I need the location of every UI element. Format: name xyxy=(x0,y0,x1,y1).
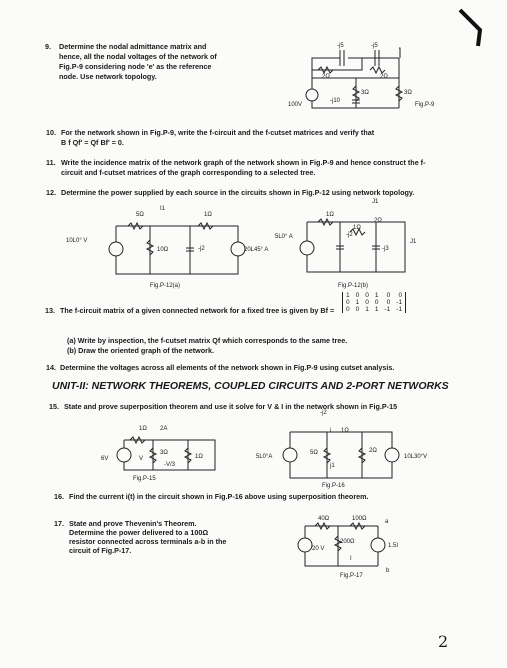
matrix-cell: 1 xyxy=(346,292,350,299)
text-line: circuit of Fig.P-17. xyxy=(69,546,132,555)
matrix-cell: 0 xyxy=(355,306,360,313)
text-line: B f Qf' = Qf Bf' = 0. xyxy=(61,138,124,147)
component-label: J1 xyxy=(410,239,417,245)
component-label: 5Ω xyxy=(310,450,318,456)
text-line: Determine the power supplied by each source in the circuits shown in Fig.P-12 using network topology. xyxy=(61,188,415,197)
question-number: 17. xyxy=(54,519,64,528)
component-label: 5Ω xyxy=(136,212,144,218)
component-label: 5L0°A xyxy=(256,454,273,460)
unit-heading: UNIT-II: NETWORK THEOREMS, COUPLED CIRCUITS AND 2-PORT NETWORKS xyxy=(52,380,449,392)
figure-caption: Fig.P-17 xyxy=(340,573,363,579)
figure-caption: Fig.P-15 xyxy=(133,476,156,482)
component-label: J1 xyxy=(372,199,379,205)
figure-caption: Fig.P-12(a) xyxy=(150,283,181,289)
question-number: 9. xyxy=(45,42,51,51)
matrix-cell: -1 xyxy=(396,306,403,313)
component-label: a xyxy=(385,519,389,525)
component-label: 3Ω xyxy=(404,90,412,96)
text-line: resistor connected across terminals a-b in the xyxy=(69,537,227,546)
component-label: 1Ω xyxy=(341,428,349,434)
component-label: -j10 xyxy=(330,98,341,104)
component-label: 6V xyxy=(101,456,109,462)
text-line: Determine the voltages across all elements of the network shown in Fig.P-9 using cutset analysis. xyxy=(60,363,395,372)
matrix-cell: 0 xyxy=(374,299,379,306)
matrix-cell: -1 xyxy=(384,306,391,313)
matrix-cell: 0 xyxy=(386,292,391,299)
component-label: 1.5I xyxy=(388,543,399,549)
matrix-cell: 0 xyxy=(365,292,369,299)
component-label: -j5 xyxy=(371,43,378,49)
component-label: b xyxy=(386,568,390,574)
text-line: State and prove Thevenin's Theorem. xyxy=(69,519,197,528)
text-line: For the network shown in Fig.P-9, write the f-circuit and the f-cutset matrices and verify that xyxy=(61,128,375,137)
question-number: 11. xyxy=(46,158,56,167)
component-label: -V/3 xyxy=(164,462,176,468)
figure-caption: Fig.P-12(b) xyxy=(338,283,369,289)
component-label: V xyxy=(139,456,144,462)
text-line: The f-circuit matrix of a given connected network for a fixed tree is given by Bf = xyxy=(60,306,335,315)
figure-caption: Fig.P-9 xyxy=(415,102,435,108)
component-label: -j2 xyxy=(346,232,353,238)
matrix-bf xyxy=(342,292,406,313)
component-label: 1Ω xyxy=(326,212,334,218)
question-number: 14. xyxy=(46,363,56,372)
question-number: 15. xyxy=(49,402,59,411)
matrix-cell: 1 xyxy=(355,299,360,306)
text-line: Write the incidence matrix of the network graph of the network shown in Fig.P-9 and hence construct the f- xyxy=(61,158,426,167)
component-label: 10Ω xyxy=(157,247,169,253)
matrix-cell: 1 xyxy=(374,306,379,313)
component-label: 10L0° V xyxy=(66,238,88,244)
text-line: (b) Draw the oriented graph of the network. xyxy=(67,346,214,355)
component-label: 100V xyxy=(288,102,303,108)
matrix-cell: 0 xyxy=(346,306,350,313)
component-label: 100Ω xyxy=(352,516,367,522)
component-label: 2Ω xyxy=(369,448,377,454)
text-line: circuit and f-cutset matrices of the graph corresponding to a selected tree. xyxy=(61,168,316,177)
matrix-cell: 0 xyxy=(346,299,350,306)
text-line: Find the current i(t) in the circuit shown in Fig.P-16 above using superposition theorem. xyxy=(69,492,369,501)
matrix-cell: 0 xyxy=(365,299,369,306)
question-number: 16. xyxy=(54,492,64,501)
component-label: 200Ω xyxy=(340,539,355,545)
text-line: (a) Write by inspection, the f-cutset matrix Qf which corresponds to the same tree. xyxy=(67,336,348,345)
text-line: hence, all the nodal voltages of the network of xyxy=(59,52,217,61)
component-label: 2Ω xyxy=(322,74,330,80)
component-label: -j2 xyxy=(198,246,205,252)
component-label: -j5 xyxy=(337,43,344,49)
component-label: 3Ω xyxy=(361,90,369,96)
question-number: 13. xyxy=(45,306,55,315)
component-label: 20L45° A xyxy=(244,247,269,253)
component-label: -j3 xyxy=(382,246,389,252)
matrix-cell: 1 xyxy=(374,292,379,299)
component-label: 10L30°V xyxy=(404,454,428,460)
matrix-cell: 0 xyxy=(398,292,403,299)
component-label: -j2 xyxy=(320,410,327,416)
component-label: 1Ω xyxy=(139,426,147,432)
component-label: 20 V xyxy=(312,546,325,552)
component-label: 2A xyxy=(160,426,168,432)
component-label: 1Ω xyxy=(353,225,361,231)
matrix-cell: 1 xyxy=(365,306,369,313)
matrix-cell: 0 xyxy=(386,299,391,306)
text-line: Fig.P-9 considering node 'e' as the reference xyxy=(59,62,212,71)
text-line: node. Use network topology. xyxy=(59,72,157,81)
text-line: Determine the nodal admittance matrix and xyxy=(59,42,207,51)
component-label: i xyxy=(330,428,332,434)
question-number: 10. xyxy=(46,128,56,137)
question-number: 12. xyxy=(46,188,56,197)
page-number: 2 xyxy=(438,632,449,651)
component-label: 2Ω xyxy=(380,74,388,80)
component-label: 40Ω xyxy=(318,516,330,522)
text-line: Determine the power delivered to a 100Ω xyxy=(69,528,209,537)
component-label: I xyxy=(350,556,352,562)
matrix-cell: 0 xyxy=(355,292,360,299)
component-label: 1Ω xyxy=(204,212,212,218)
component-label: 1Ω xyxy=(195,454,203,460)
matrix-cell: -1 xyxy=(396,299,403,306)
component-label: I1 xyxy=(160,206,166,212)
component-label: j1 xyxy=(330,463,335,469)
figure-caption: Fig.P-16 xyxy=(322,483,345,489)
text-line: State and prove superposition theorem and use it solve for V & I in the network shown in Fig.P-15 xyxy=(64,402,398,411)
component-label: 2Ω xyxy=(374,218,382,224)
component-label: 5L0° A xyxy=(275,234,293,240)
component-label: 3Ω xyxy=(160,450,168,456)
